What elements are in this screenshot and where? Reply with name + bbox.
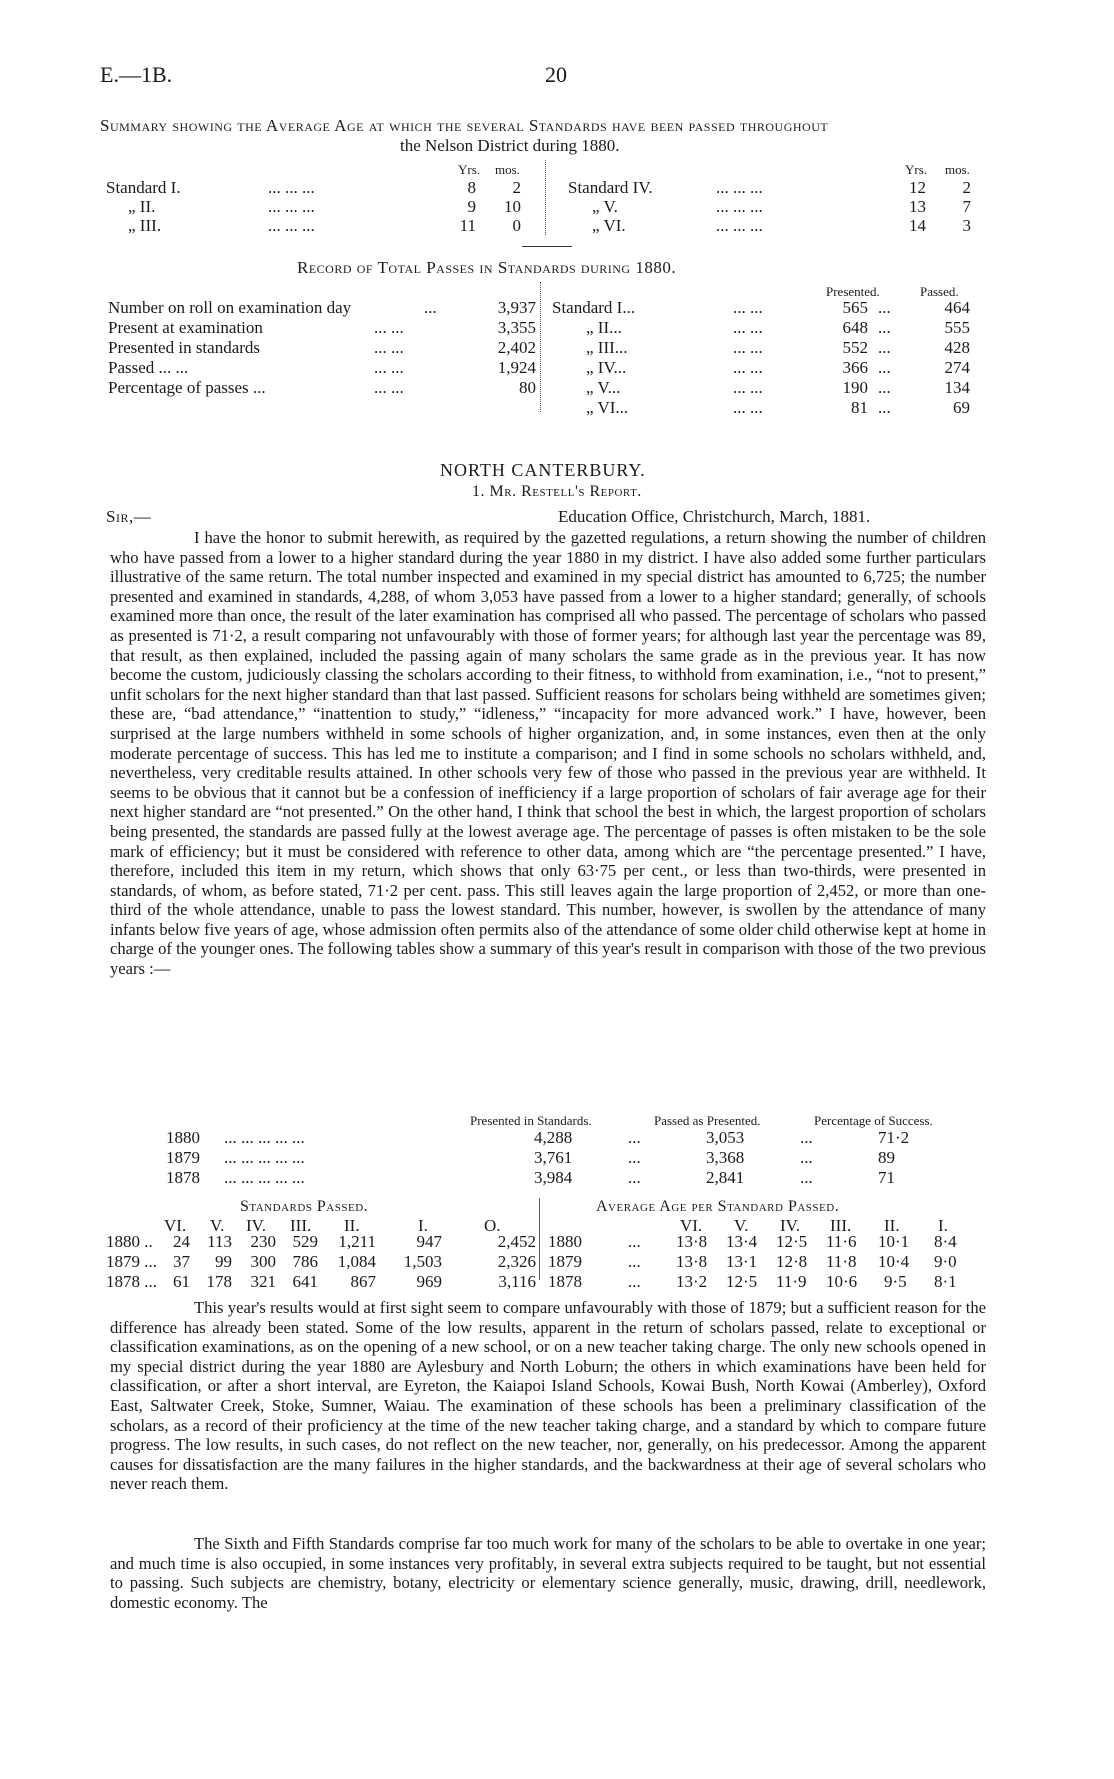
paragraph-text: The Sixth and Fifth Standards comprise far too much work for many of the scholars to be able to overtake in one year; and much time is also occupied, in some instances very profitably, in several extra subjects required to be taught, but not essential to passing. Such subjects are chemistry, botany, electricity or elementary science generally, music, drawing, drill, needlework, domestic economy. The [110, 1534, 986, 1612]
summary-row [128, 216, 161, 236]
comparison-presented: 3,761 [534, 1148, 573, 1167]
comparison-year: 1880 [166, 1128, 200, 1147]
summary-row [128, 197, 155, 217]
record-presented: 190 [842, 378, 868, 397]
record-title: Record of Total Passes in Standards during 1880. [297, 258, 677, 277]
row-year: 1880 [548, 1232, 582, 1251]
summary-dots: ... ... ... [716, 197, 763, 216]
summary-mos: 7 [962, 197, 971, 216]
comparison-passed: 3,368 [706, 1148, 745, 1167]
summary-divider [545, 160, 546, 235]
summary-yrs: 8 [467, 178, 476, 197]
cell-value: 12·8 [776, 1252, 808, 1271]
col-header: V. [210, 1216, 225, 1235]
record-label: „ II... [586, 318, 622, 337]
record-value: 1,924 [497, 358, 536, 377]
document-reference: E.—1B. [100, 62, 173, 87]
summary-mos: 0 [512, 216, 521, 235]
record-presented: 565 [842, 298, 868, 317]
standards-passed-title: Standards Passed. [240, 1198, 369, 1215]
record-passed: 69 [953, 398, 970, 417]
cell-value: 99 [215, 1252, 232, 1271]
record-label: „ V... [586, 378, 621, 397]
cell-value: 9·0 [934, 1252, 957, 1271]
cell-value: 9·5 [884, 1272, 907, 1291]
comparison-dots: ... [628, 1168, 641, 1187]
record-divider [540, 282, 541, 412]
col-header: IV. [246, 1216, 266, 1235]
summary-label: „ III. [128, 216, 162, 235]
summary-dots: ... ... ... [268, 197, 315, 216]
col-header: V. [734, 1216, 749, 1235]
cell-value: 10·1 [878, 1232, 910, 1251]
summary-subtitle: the Nelson District during 1880. [400, 136, 620, 155]
summary-mos: 3 [962, 216, 971, 235]
row-year: 1879 ... [106, 1252, 157, 1271]
cell-value: 12·5 [726, 1272, 758, 1291]
row-dots: ... [628, 1272, 641, 1291]
record-value: 80 [519, 378, 536, 397]
record-presented: 81 [851, 398, 868, 417]
col-header: II. [884, 1216, 900, 1235]
summary-col-yrs-left: Yrs. [458, 162, 481, 177]
cell-value: 641 [292, 1272, 318, 1291]
cell-value: 969 [416, 1272, 442, 1291]
record-label: Standard I... [552, 298, 636, 317]
summary-dots: ... ... ... [716, 216, 763, 235]
comparison-header-presented: Presented in Standards. [470, 1113, 592, 1128]
cell-value: 2,452 [497, 1232, 536, 1251]
cell-value: 786 [292, 1252, 318, 1271]
comparison-passed: 3,053 [706, 1128, 745, 1147]
record-presented: 552 [842, 338, 868, 357]
summary-label: Standard I. [106, 178, 181, 197]
summary-mos: 2 [512, 178, 521, 197]
comparison-dots: ... [628, 1128, 641, 1147]
record-passed: 134 [944, 378, 970, 397]
record-dots: ... ... [733, 358, 763, 377]
col-header: II. [344, 1216, 360, 1235]
cell-value: 11·6 [826, 1232, 857, 1251]
record-value: 3,937 [497, 298, 536, 317]
summary-col-mos-right: mos. [945, 162, 970, 177]
report-paragraph-3 [110, 1534, 986, 1612]
comparison-presented: 3,984 [534, 1168, 573, 1187]
col-header: O. [484, 1216, 501, 1235]
comparison-pct: 71 [878, 1168, 895, 1187]
cell-value: 178 [206, 1272, 232, 1291]
col-header: III. [290, 1216, 312, 1235]
cell-value: 8·4 [934, 1232, 957, 1251]
report-paragraph-1 [110, 528, 986, 979]
record-label: Percentage of passes ... [108, 378, 266, 397]
summary-label: „ V. [592, 197, 618, 216]
section-subtitle: 1. Mr. Restell's Report. [472, 483, 642, 500]
cell-value: 61 [173, 1272, 190, 1291]
comparison-year: 1879 [166, 1148, 200, 1167]
record-presented: 648 [842, 318, 868, 337]
summary-yrs: 12 [909, 178, 926, 197]
cell-value: 11·8 [826, 1252, 857, 1271]
summary-label: Standard IV. [568, 178, 653, 197]
cell-value: 12·5 [776, 1232, 808, 1251]
record-label: Presented in standards [108, 338, 261, 357]
record-dots: ... ... [733, 298, 763, 317]
cell-value: 10·6 [826, 1272, 858, 1291]
summary-col-yrs-right: Yrs. [905, 162, 928, 177]
dateline: Education Office, Christchurch, March, 1881. [558, 507, 871, 526]
cell-value: 13·2 [676, 1272, 708, 1291]
cell-value: 300 [250, 1252, 276, 1271]
record-col-passed: Passed. [920, 284, 959, 299]
comparison-header-percentage: Percentage of Success. [814, 1113, 933, 1128]
comparison-dots: ... ... ... ... ... [224, 1168, 305, 1187]
cell-value: 947 [416, 1232, 442, 1251]
col-header: VI. [164, 1216, 187, 1235]
cell-value: 13·8 [676, 1232, 708, 1251]
record-dots: ... ... [374, 318, 404, 337]
record-dots: ... [878, 378, 891, 397]
cell-value: 1,084 [337, 1252, 376, 1271]
summary-mos: 2 [962, 178, 971, 197]
record-passed: 555 [944, 318, 970, 337]
record-presented: 366 [842, 358, 868, 377]
comparison-passed: 2,841 [706, 1168, 745, 1187]
summary-dots: ... ... ... [268, 178, 315, 197]
record-dots: ... ... [733, 378, 763, 397]
cell-value: 867 [350, 1272, 376, 1291]
row-dots: ... [628, 1252, 641, 1271]
record-dots: ... [878, 358, 891, 377]
record-value: 3,355 [497, 318, 536, 337]
comparison-presented: 4,288 [534, 1128, 573, 1147]
record-label: „ VI... [586, 398, 629, 417]
col-header: III. [830, 1216, 852, 1235]
summary-yrs: 14 [909, 216, 926, 235]
record-dots: ... [424, 298, 437, 317]
col-header: I. [938, 1216, 948, 1235]
cell-value: 1,503 [403, 1252, 442, 1271]
summary-mos: 10 [504, 197, 521, 216]
cell-value: 3,116 [498, 1272, 536, 1291]
record-dots: ... ... [733, 318, 763, 337]
record-dots: ... ... [374, 338, 404, 357]
col-header: IV. [780, 1216, 800, 1235]
record-dots: ... [878, 318, 891, 337]
record-passed: 274 [944, 358, 970, 377]
col-header: I. [418, 1216, 428, 1235]
comparison-pct: 89 [878, 1148, 895, 1167]
cell-value: 230 [250, 1232, 276, 1251]
page-number: 20 [545, 62, 567, 87]
cell-value: 24 [173, 1232, 190, 1251]
summary-yrs: 11 [459, 216, 476, 235]
tables-divider [539, 1198, 540, 1280]
comparison-dots: ... [628, 1148, 641, 1167]
record-passed: 428 [944, 338, 970, 357]
summary-row [106, 178, 181, 198]
comparison-dots: ... [800, 1168, 813, 1187]
summary-label: „ II. [128, 197, 156, 216]
record-dots: ... [878, 298, 891, 317]
cell-value: 321 [250, 1272, 276, 1291]
summary-yrs: 9 [467, 197, 476, 216]
cell-value: 13·1 [726, 1252, 758, 1271]
cell-value: 37 [173, 1252, 190, 1271]
comparison-pct: 71·2 [878, 1128, 910, 1147]
summary-dots: ... ... ... [716, 178, 763, 197]
comparison-header-passed: Passed as Presented. [654, 1113, 761, 1128]
record-dots: ... ... [374, 378, 404, 397]
record-label: „ III... [586, 338, 628, 357]
record-label: Present at examination [108, 318, 263, 337]
record-label: „ IV... [586, 358, 627, 377]
salutation: Sir,— [106, 507, 152, 526]
cell-value: 113 [207, 1232, 232, 1251]
cell-value: 529 [292, 1232, 318, 1251]
record-dots: ... ... [733, 338, 763, 357]
summary-col-mos-left: mos. [495, 162, 520, 177]
summary-dots: ... ... ... [268, 216, 315, 235]
paragraph-text: This year's results would at first sight seem to compare unfavourably with those of 1879; but a sufficient reason for the difference has already been stated. Some of the low results, apparent in the return of scholars passed, relate to exceptional or classification examinations, as on the opening of a new school, or on a new teacher taking charge. The only new schools opened in my special district during the year 1880 are Aylesbury and North Loburn; the others in which examinations have been held for classification, or after a short interval, are Eyreton, the Kaiapoi Island Schools, Kowai Bush, North Kowai (Amberley), Oxford East, Saltwater Creek, Stoke, Sumner, Waiau. The examination of these schools has been a preliminary classification of the scholars, as a record of their proficiency at the time of the new teacher taking charge, and a standard by which to compare future progress. The low results, in such cases, do not reflect on the new teacher, nor, generally, on his predecessor. Among the apparent causes for dissatisfaction are the many failures in the higher standards, and the backwardness at their age of several scholars who never reach them. [110, 1298, 986, 1494]
record-label: Passed ... ... [108, 358, 189, 377]
row-year: 1878 [548, 1272, 582, 1291]
comparison-dots: ... ... ... ... ... [224, 1128, 305, 1147]
section-title: NORTH CANTERBURY. [440, 460, 646, 480]
cell-value: 1,211 [338, 1232, 376, 1251]
summary-yrs: 13 [909, 197, 926, 216]
cell-value: 13·4 [726, 1232, 758, 1251]
report-paragraph-2 [110, 1298, 986, 1494]
paragraph-text: I have the honor to submit herewith, as required by the gazetted regulations, a return showing the number of children who have passed from a lower to a higher standard during the year 1880 in my district. I have also added some further particulars illustrative of the same return. The total number inspected and examined in my special district has amounted to 6,725; the number presented and examined in standards, 4,288, of whom 3,053 have passed from a lower to a higher standard; generally, of schools examined more than once, the result of the later examination has comprised all who passed. The percentage of scholars who passed as presented is 71·2, a result comparing not unfavourably with those of former years; for although last year the percentage was 89, that result, as then explained, included the passing again of many scholars the same grade as in the previous year. It has now become the custom, judiciously classing the scholars according to their fitness, to withhold from examination, i.e., “not to present,” unfit scholars for the next higher standard than that last passed. Sufficient reasons for scholars being withheld are sometimes given; these are, “bad attendance,” “inattention to study,” “idleness,” “incapacity for more advanced work.” I have, however, been surprised at the large numbers withheld in some schools of higher organization, and, in some instances, even then at the only moderate percentage of success. This has led me to institute a comparison; and I find in some schools no scholars withheld, and, nevertheless, very creditable results attained. In other schools very few of those who passed in the previous year are withheld. It seems to be obvious that it cannot but be a confession of inefficiency if a large proportion of scholars of fair average age for their next higher standard are “not presented.” On the other hand, I think that school the best in which, the largest proportion of scholars being presented, the standards are passed fully at the lowest average age. The percentage of passes is often mistaken to be the sole mark of efficiency; but it must be considered with reference to other data, among which are “the percentage presented.” I have, therefore, included this item in my return, which shows that only 63·75 per cent., or less than two-thirds, were presented in standards, of whom, as before stated, 71·2 per cent. pass. This still leaves again the large proportion of 2,452, or more than one-third of the whole attendance, unable to pass the lowest standard. This number, however, is swollen by the attendance of many infants below five years of age, whose admission often permits also of the attendance of some older child otherwise kept at home in charge of the younger ones. The following tables show a summary of this year's result in comparison with those of the two previous years :— [110, 528, 986, 979]
cell-value: 13·8 [676, 1252, 708, 1271]
cell-value: 2,326 [497, 1252, 536, 1271]
row-year: 1879 [548, 1252, 582, 1271]
comparison-year: 1878 [166, 1168, 200, 1187]
row-year: 1880 .. [106, 1232, 153, 1251]
record-col-presented: Presented. [826, 284, 880, 299]
record-dots: ... ... [733, 398, 763, 417]
summary-title: Summary showing the Average Age at which the several Standards have been passed throughout [100, 116, 829, 135]
row-dots: ... [628, 1232, 641, 1251]
cell-value: 10·4 [878, 1252, 910, 1271]
col-header: VI. [680, 1216, 703, 1235]
comparison-dots: ... [800, 1128, 813, 1147]
comparison-dots: ... ... ... ... ... [224, 1148, 305, 1167]
comparison-dots: ... [800, 1148, 813, 1167]
summary-label: „ VI. [592, 216, 626, 235]
row-year: 1878 ... [106, 1272, 157, 1291]
record-dots: ... [878, 398, 891, 417]
record-dots: ... ... [374, 358, 404, 377]
record-value: 2,402 [497, 338, 536, 357]
cell-value: 8·1 [934, 1272, 957, 1291]
section-rule [522, 246, 572, 247]
record-label: Number on roll on examination day [108, 298, 352, 317]
record-dots: ... [878, 338, 891, 357]
average-age-title: Average Age per Standard Passed. [596, 1198, 840, 1215]
cell-value: 11·9 [776, 1272, 807, 1291]
record-passed: 464 [944, 298, 970, 317]
